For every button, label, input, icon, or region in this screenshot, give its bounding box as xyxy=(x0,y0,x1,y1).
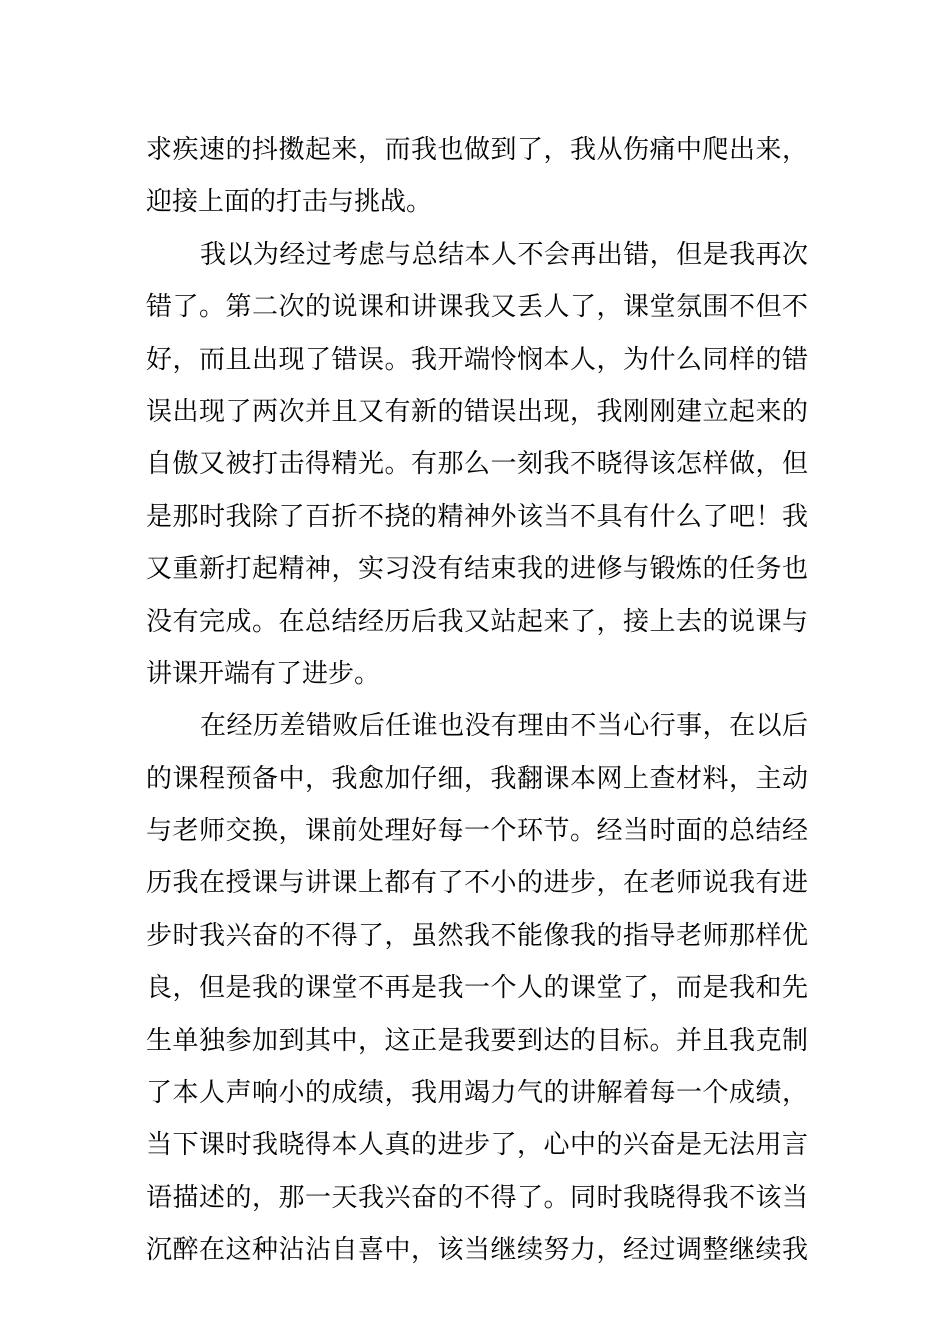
text-line: 好，而且出现了错误。我开端怜悯本人，为什么同样的错 xyxy=(146,344,808,375)
text-line: 误出现了两次并且又有新的错误出现，我刚刚建立起来的 xyxy=(146,396,808,427)
text-line: 的课程预备中，我愈加仔细，我翻课本网上查材料，主动 xyxy=(146,763,808,794)
text-line: 在经历差错败后任谁也没有理由不当心行事，在以后 xyxy=(200,711,808,742)
text-line: 生单独参加到其中，这正是我要到达的目标。并且我克制 xyxy=(146,1025,808,1056)
text-line: 良，但是我的课堂不再是我一个人的课堂了，而是我和先 xyxy=(146,973,808,1004)
text-line: 与老师交换，课前处理好每一个环节。经当时面的总结经 xyxy=(146,816,808,847)
paragraph-2 xyxy=(146,229,808,701)
text-line: 步时我兴奋的不得了，虽然我不能像我的指导老师那样优 xyxy=(146,920,808,951)
paragraph-1 xyxy=(146,124,808,229)
text-line: 迎接上面的打击与挑战。 xyxy=(146,187,433,218)
text-line: 我以为经过考虑与总结本人不会再出错，但是我再次 xyxy=(200,239,808,270)
document-body xyxy=(146,124,808,1277)
paragraph-3 xyxy=(146,700,808,1276)
text-line: 没有完成。在总结经历后我又站起来了，接上去的说课与 xyxy=(146,606,808,637)
text-line: 讲课开端有了进步。 xyxy=(146,658,381,689)
text-line: 是那时我除了百折不挠的精神外该当不具有什么了吧！我 xyxy=(146,501,808,532)
text-line: 当下课时我晓得本人真的进步了，心中的兴奋是无法用言 xyxy=(146,1130,808,1161)
text-line: 了本人声响小的成绩，我用竭力气的讲解着每一个成绩， xyxy=(146,1078,808,1109)
text-line: 错了。第二次的说课和讲课我又丢人了，课堂氛围不但不 xyxy=(146,292,808,323)
text-line: 又重新打起精神，实习没有结束我的进修与锻炼的任务也 xyxy=(146,554,808,585)
text-line: 语描述的，那一天我兴奋的不得了。同时我晓得我不该当 xyxy=(146,1182,808,1213)
text-line: 自傲又被打击得精光。有那么一刻我不晓得该怎样做，但 xyxy=(146,449,808,480)
text-line: 历我在授课与讲课上都有了不小的进步，在老师说我有进 xyxy=(146,868,808,899)
text-line: 求疾速的抖擞起来，而我也做到了，我从伤痛中爬出来， xyxy=(146,135,808,165)
text-line: 沉醉在这种沾沾自喜中，该当继续努力，经过调整继续我 xyxy=(146,1235,808,1266)
